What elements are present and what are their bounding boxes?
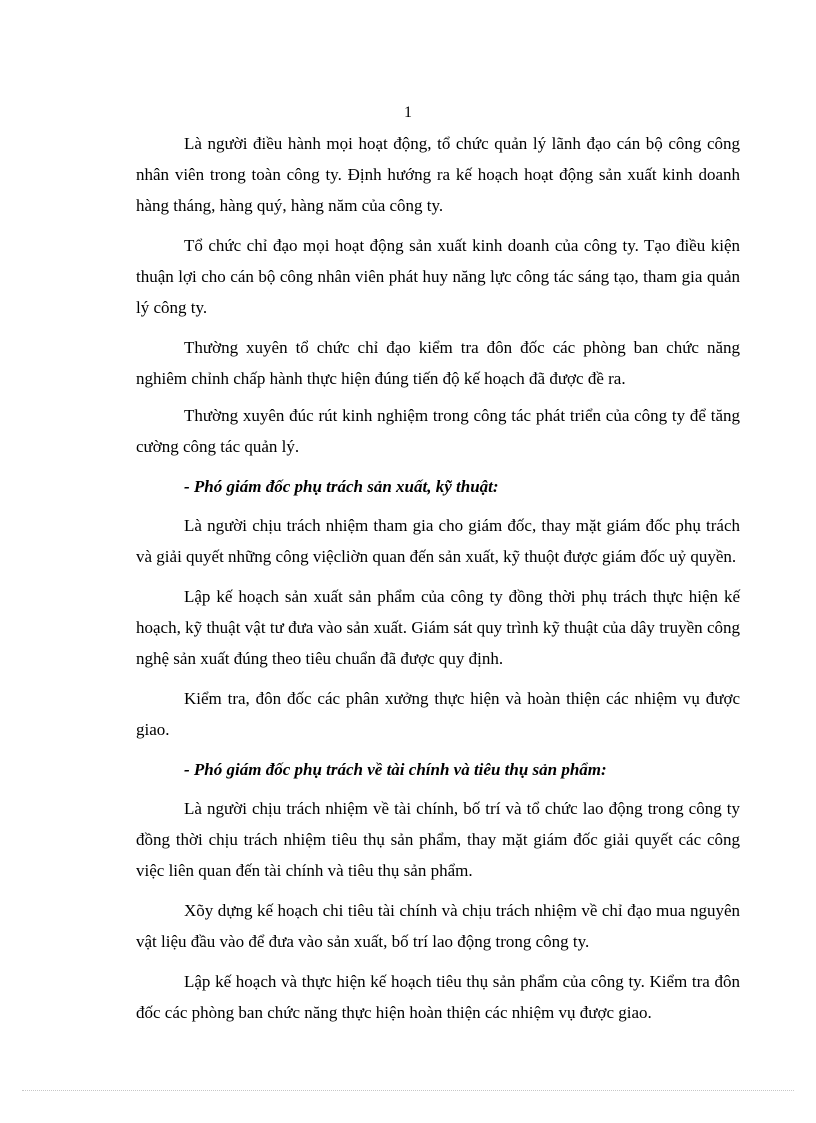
paragraph: Thường xuyên đúc rút kinh nghiệm trong công tác phát triển của công ty để tăng cường công tác quản lý. <box>136 406 740 456</box>
paragraph: Là người chịu trách nhiệm tham gia cho giám đốc, thay mặt giám đốc phụ trách và giải quyết những công việcliờn quan đến sản xuất, kỹ thuột được giám đốc uỷ quyền. <box>136 516 740 566</box>
paragraph: Kiểm tra, đôn đốc các phân xưởng thực hiện và hoàn thiện các nhiệm vụ được giao. <box>136 689 740 739</box>
paragraph: Là người điều hành mọi hoạt động, tổ chức quản lý lãnh đạo cán bộ công công nhân viên trong toàn công ty. Định hướng ra kế hoạch hoạt động sản xuất kinh doanh hàng tháng, hàng quý, hàng năm của công ty. <box>136 134 740 215</box>
paragraph: Xõy dựng kế hoạch chi tiêu tài chính và chịu trách nhiệm về chỉ đạo mua nguyên vật liệu đầu vào để đưa vào sản xuất, bố trí lao động trong công ty. <box>136 901 740 951</box>
paragraph: Lập kế hoạch và thực hiện kế hoạch tiêu thụ sản phẩm của công ty. Kiểm tra đôn đốc các phòng ban chức năng thực hiện hoàn thiện các nhiệm vụ được giao. <box>136 972 740 1022</box>
page-bottom-divider <box>22 1090 794 1091</box>
document-body <box>136 128 740 1037</box>
section-heading: - Phó giám đốc phụ trách sản xuất, kỹ thuật: <box>184 477 499 496</box>
paragraph: Thường xuyên tổ chức chỉ đạo kiểm tra đôn đốc các phòng ban chức năng nghiêm chỉnh chấp hành thực hiện đúng tiến độ kế hoạch đã được đề ra. <box>136 338 740 388</box>
paragraph: Tổ chức chỉ đạo mọi hoạt động sản xuất kinh doanh của công ty. Tạo điều kiện thuận lợi cho cán bộ công nhân viên phát huy năng lực công tác sáng tạo, tham gia quản lý công ty. <box>136 236 740 317</box>
paragraph: Lập kế hoạch sản xuất sản phẩm của công ty đồng thời phụ trách thực hiện kế hoạch, kỹ thuật vật tư đưa vào sản xuất. Giám sát quy trình kỹ thuật của dây truyền công nghệ sản xuất đúng theo tiêu chuẩn đã được quy định. <box>136 587 740 668</box>
section-heading: - Phó giám đốc phụ trách về tài chính và tiêu thụ sản phẩm: <box>184 760 607 779</box>
paragraph: Là người chịu trách nhiệm về tài chính, bố trí và tổ chức lao động trong công ty đồng thời chịu trách nhiệm tiêu thụ sản phẩm, thay mặt giám đốc giải quyết các công việc liên quan đến tài chính và tiêu thụ sản phẩm. <box>136 799 740 880</box>
page-number: 1 <box>404 104 412 121</box>
